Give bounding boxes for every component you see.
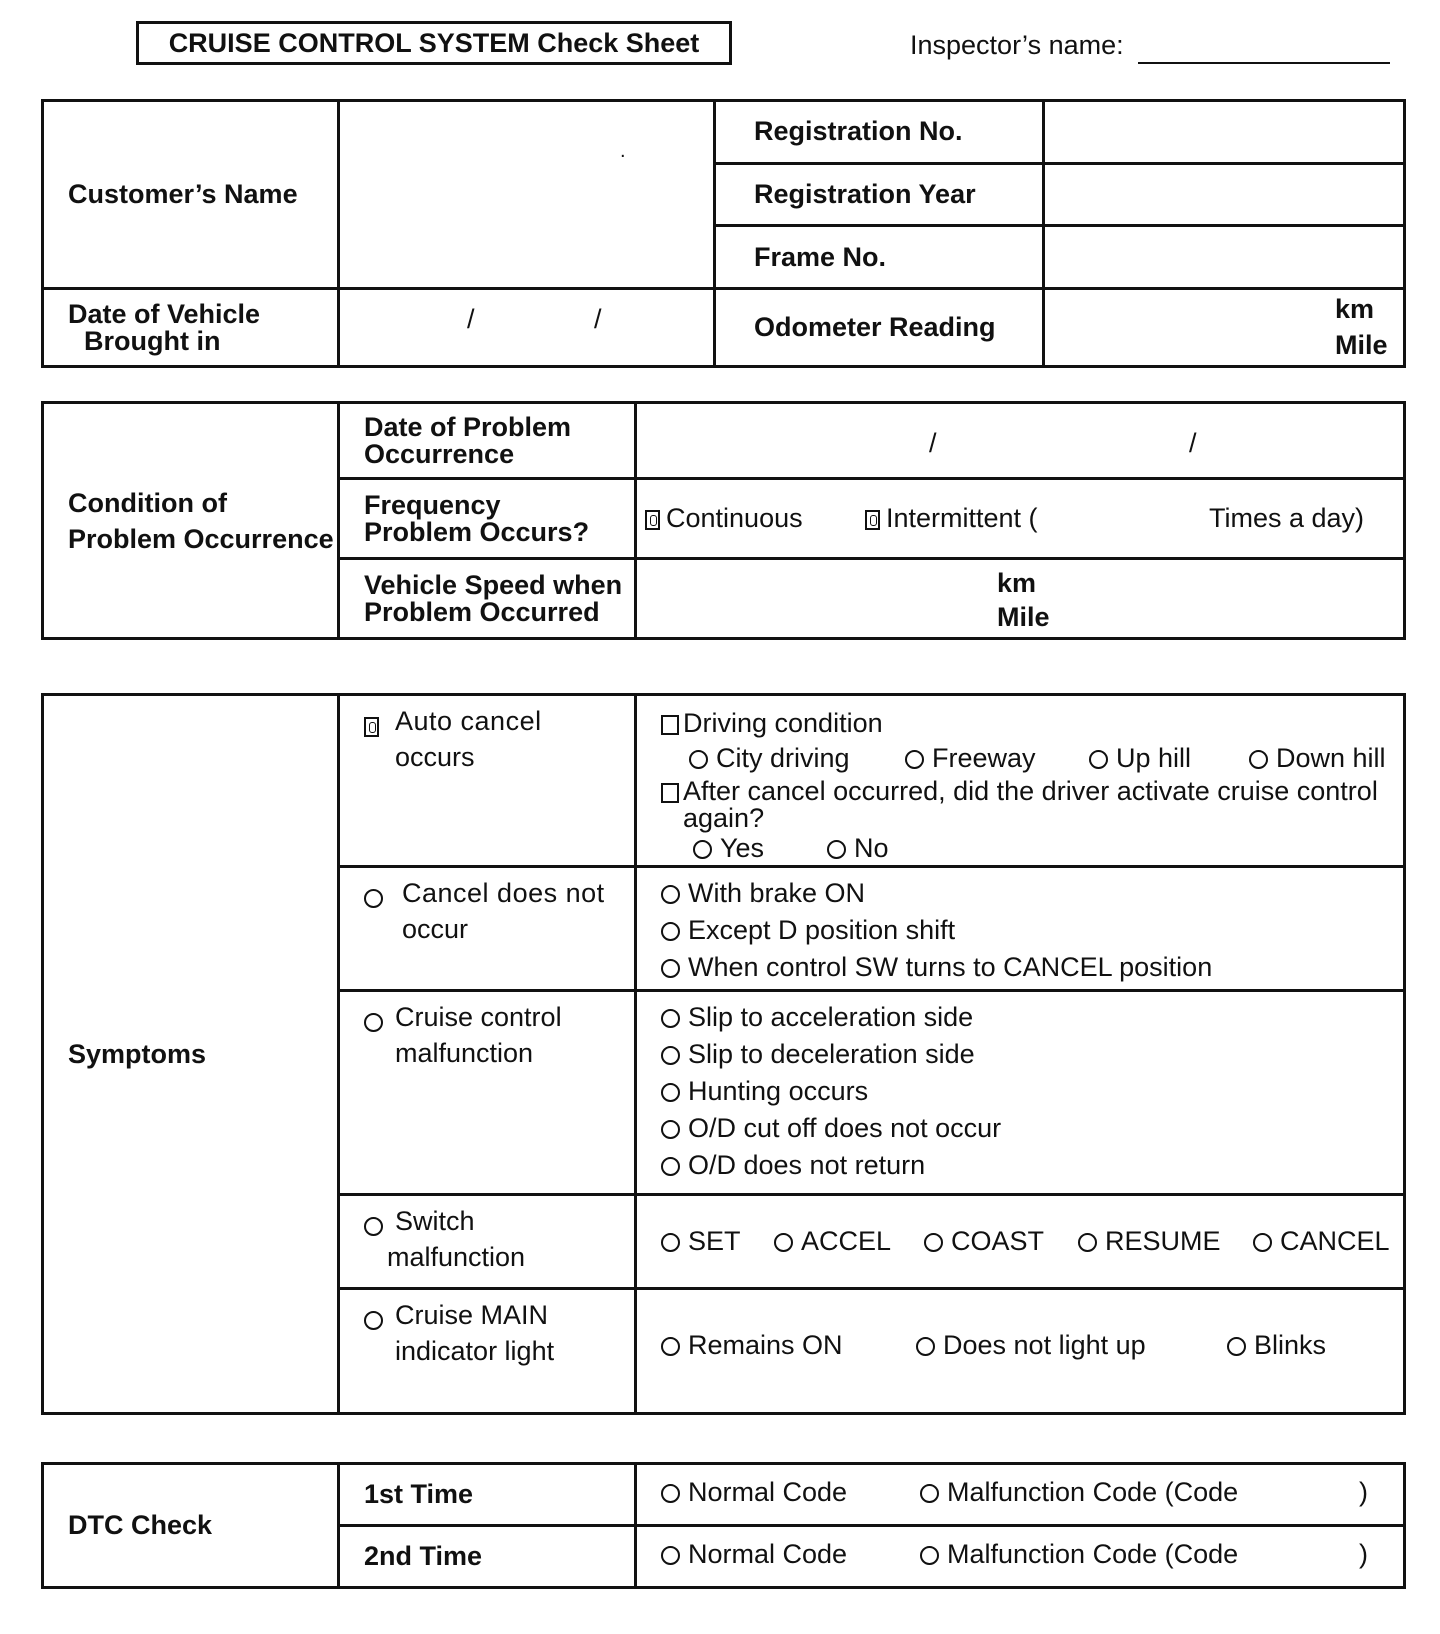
date-separator: / xyxy=(1189,428,1197,458)
radio-icon[interactable] xyxy=(693,840,712,859)
no-option[interactable] xyxy=(827,833,889,864)
switch-malf-option[interactable] xyxy=(364,1210,391,1241)
accel-text: ACCEL xyxy=(801,1226,892,1257)
condition-table xyxy=(41,401,1406,640)
after-cancel-text-line2: again? xyxy=(683,803,765,833)
radio-icon[interactable] xyxy=(774,1233,793,1252)
dtc-table xyxy=(41,1462,1406,1589)
od-cutoff-text: O/D cut off does not occur xyxy=(688,1113,1002,1144)
radio-icon[interactable] xyxy=(661,1009,680,1028)
uphill-option[interactable] xyxy=(1089,743,1191,774)
unit-km: km xyxy=(997,568,1037,598)
after-cancel-text: After cancel occurred, did the driver activate cruise control xyxy=(683,776,1378,806)
condition-label-line1: Condition of xyxy=(68,487,227,518)
checkbox-icon[interactable] xyxy=(661,783,679,803)
malfunction-code-option[interactable] xyxy=(920,1539,1238,1570)
radio-icon[interactable] xyxy=(827,840,846,859)
customer-name-field[interactable] xyxy=(339,101,715,289)
radio-icon[interactable] xyxy=(661,922,680,941)
close-paren: ) xyxy=(1359,1539,1368,1569)
checkbox-icon[interactable] xyxy=(865,510,880,530)
brake-on-option[interactable] xyxy=(661,878,865,909)
date-separator: / xyxy=(594,304,602,335)
inspector-label: Inspector’s name: xyxy=(910,30,1124,60)
continuous-text: Continuous xyxy=(666,503,803,533)
frequency-label-line2: Problem Occurs? xyxy=(364,516,590,547)
slip-accel-text: Slip to acceleration side xyxy=(688,1002,974,1033)
radio-icon[interactable] xyxy=(661,959,680,978)
registration-no-label: Registration No. xyxy=(715,101,1044,164)
times-a-day-text: Times a day) xyxy=(1209,503,1365,533)
coast-option[interactable] xyxy=(924,1226,1044,1257)
od-cutoff-option[interactable] xyxy=(661,1113,1001,1144)
no-light-text: Does not light up xyxy=(943,1330,1146,1361)
symptoms-table xyxy=(41,693,1406,1415)
slip-decel-option[interactable] xyxy=(661,1039,975,1070)
city-driving-text: City driving xyxy=(716,743,850,773)
normal-code-option[interactable] xyxy=(661,1539,847,1570)
condition-label xyxy=(43,403,339,639)
cancel-option[interactable] xyxy=(1253,1226,1390,1257)
od-return-option[interactable] xyxy=(661,1150,925,1181)
switch-malf-label-line2: malfunction xyxy=(387,1242,526,1273)
auto-cancel-details xyxy=(636,695,1405,867)
radio-icon[interactable] xyxy=(1078,1233,1097,1252)
vehicle-speed-field[interactable] xyxy=(636,559,1405,639)
resume-text: RESUME xyxy=(1105,1226,1221,1257)
dtc-second-label: 2nd Time xyxy=(339,1526,636,1588)
problem-date-field[interactable] xyxy=(636,403,1405,479)
blinks-option[interactable] xyxy=(1227,1330,1326,1361)
frame-no-label: Frame No. xyxy=(715,226,1044,289)
radio-icon[interactable] xyxy=(1249,750,1268,769)
radio-icon[interactable] xyxy=(364,1013,383,1032)
slip-decel-text: Slip to deceleration side xyxy=(688,1039,975,1070)
customer-name-label: Customer’s Name xyxy=(43,101,339,289)
frame-no-field[interactable] xyxy=(1044,226,1405,289)
main-light-label-line1: Cruise MAIN xyxy=(395,1300,549,1331)
cancel-not-label-line2: occur xyxy=(402,913,469,944)
stray-mark: . xyxy=(620,140,626,162)
cruise-malf-label-line1: Cruise control xyxy=(395,1002,562,1033)
frequency-label-line1: Frequency xyxy=(364,489,501,520)
cruise-malf-option[interactable] xyxy=(364,1006,391,1037)
blinks-text: Blinks xyxy=(1254,1330,1327,1361)
main-light-option[interactable] xyxy=(364,1304,391,1335)
dtc-label: DTC Check xyxy=(43,1464,339,1588)
no-text: No xyxy=(854,833,889,863)
control-sw-option[interactable] xyxy=(661,952,1212,983)
radio-icon[interactable] xyxy=(1227,1337,1246,1356)
city-driving-option[interactable] xyxy=(689,743,850,774)
radio-icon[interactable] xyxy=(661,1120,680,1139)
downhill-option[interactable] xyxy=(1249,743,1386,774)
coast-text: COAST xyxy=(951,1226,1045,1257)
after-cancel-option[interactable] xyxy=(661,776,1378,807)
dtc-second-details xyxy=(636,1526,1405,1588)
problem-date-label xyxy=(339,403,636,479)
slip-accel-option[interactable] xyxy=(661,1002,973,1033)
radio-icon[interactable] xyxy=(661,1046,680,1065)
intermittent-option[interactable] xyxy=(865,503,1038,534)
set-option[interactable] xyxy=(661,1226,741,1257)
driving-condition-option[interactable] xyxy=(661,708,883,739)
odometer-label: Odometer Reading xyxy=(715,289,1044,367)
vehicle-info-table xyxy=(41,99,1406,368)
switch-malf-label-line1: Switch xyxy=(395,1206,475,1237)
brake-on-text: With brake ON xyxy=(688,877,866,908)
condition-label-line2: Problem Occurrence xyxy=(68,523,334,554)
cancel-not-option[interactable] xyxy=(364,882,391,913)
date-separator: / xyxy=(929,428,937,458)
accel-option[interactable] xyxy=(774,1226,891,1257)
date-separator: / xyxy=(467,304,475,335)
registration-no-field[interactable] xyxy=(1044,101,1405,164)
freeway-option[interactable] xyxy=(905,743,1036,774)
except-d-option[interactable] xyxy=(661,915,955,946)
auto-cancel-cell xyxy=(339,695,636,867)
radio-icon[interactable] xyxy=(661,1157,680,1176)
radio-icon[interactable] xyxy=(920,1546,939,1565)
radio-icon[interactable] xyxy=(905,750,924,769)
radio-icon[interactable] xyxy=(661,1546,680,1565)
cruise-malf-label-line2: malfunction xyxy=(395,1038,534,1069)
radio-icon[interactable] xyxy=(661,1083,680,1102)
unit-mile: Mile xyxy=(997,602,1050,632)
cruise-malf-details xyxy=(636,991,1405,1195)
auto-cancel-label-line1: Auto cancel xyxy=(395,706,542,736)
malfunction-code-text: Malfunction Code (Code xyxy=(947,1477,1239,1507)
vehicle-speed-label-line1: Vehicle Speed when xyxy=(364,569,623,600)
switch-malf-details xyxy=(636,1195,1405,1289)
radio-icon[interactable] xyxy=(1089,750,1108,769)
remains-on-option[interactable] xyxy=(661,1330,843,1361)
remains-on-text: Remains ON xyxy=(688,1330,843,1361)
dtc-first-label: 1st Time xyxy=(339,1464,636,1526)
cancel-not-cell xyxy=(339,866,636,991)
symptoms-label: Symptoms xyxy=(43,695,339,1414)
normal-code-text: Normal Code xyxy=(688,1477,848,1507)
checkbox-icon[interactable] xyxy=(645,510,660,530)
hunting-option[interactable] xyxy=(661,1076,868,1107)
cancel-text: CANCEL xyxy=(1280,1226,1390,1257)
odometer-field[interactable] xyxy=(1044,289,1405,367)
date-brought-label-line1: Date of Vehicle xyxy=(68,298,261,329)
auto-cancel-option[interactable] xyxy=(364,710,385,741)
date-brought-field[interactable] xyxy=(339,289,715,367)
resume-option[interactable] xyxy=(1078,1226,1221,1257)
problem-date-label-line2: Occurrence xyxy=(364,438,515,469)
auto-cancel-label-line2: occurs xyxy=(395,742,475,772)
frequency-field xyxy=(636,479,1405,559)
main-light-cell xyxy=(339,1289,636,1414)
registration-year-field[interactable] xyxy=(1044,163,1405,226)
control-sw-text: When control SW turns to CANCEL position xyxy=(688,951,1213,982)
malfunction-code-text: Malfunction Code (Code xyxy=(947,1539,1239,1569)
frequency-label xyxy=(339,479,636,559)
date-brought-label xyxy=(43,289,339,367)
problem-date-label-line1: Date of Problem xyxy=(364,411,572,442)
intermittent-text: Intermittent ( xyxy=(886,503,1038,533)
sheet-title: CRUISE CONTROL SYSTEM Check Sheet xyxy=(136,21,732,65)
cancel-not-label-line1: Cancel does not xyxy=(402,877,605,908)
continuous-option[interactable] xyxy=(645,503,803,534)
main-light-label-line2: indicator light xyxy=(395,1336,555,1367)
checkbox-icon[interactable] xyxy=(364,717,379,737)
radio-icon[interactable] xyxy=(661,885,680,904)
radio-icon[interactable] xyxy=(924,1233,943,1252)
radio-icon[interactable] xyxy=(364,1217,383,1236)
yes-text: Yes xyxy=(720,833,765,863)
radio-icon[interactable] xyxy=(916,1337,935,1356)
main-light-details xyxy=(636,1289,1405,1414)
hunting-text: Hunting occurs xyxy=(688,1076,869,1107)
unit-mile: Mile xyxy=(1335,330,1388,361)
radio-icon[interactable] xyxy=(661,1337,680,1356)
vehicle-speed-label xyxy=(339,559,636,639)
freeway-text: Freeway xyxy=(932,743,1036,773)
radio-icon[interactable] xyxy=(1253,1233,1272,1252)
malfunction-code-option[interactable] xyxy=(920,1477,1238,1508)
except-d-text: Except D position shift xyxy=(688,914,956,945)
uphill-text: Up hill xyxy=(1116,743,1192,773)
cruise-malf-cell xyxy=(339,991,636,1195)
checkbox-icon[interactable] xyxy=(661,715,679,735)
radio-icon[interactable] xyxy=(364,1311,383,1330)
normal-code-text: Normal Code xyxy=(688,1539,848,1569)
unit-km: km xyxy=(1335,294,1375,325)
close-paren: ) xyxy=(1359,1477,1368,1507)
registration-year-label: Registration Year xyxy=(715,163,1044,226)
vehicle-speed-label-line2: Problem Occurred xyxy=(364,596,600,627)
set-text: SET xyxy=(688,1226,741,1257)
yes-option[interactable] xyxy=(693,833,764,864)
driving-condition-text: Driving condition xyxy=(683,708,883,738)
downhill-text: Down hill xyxy=(1276,743,1386,773)
radio-icon[interactable] xyxy=(661,1484,680,1503)
cancel-not-details xyxy=(636,866,1405,991)
radio-icon[interactable] xyxy=(661,1233,680,1252)
od-return-text: O/D does not return xyxy=(688,1150,926,1181)
date-brought-label-line2: Brought in xyxy=(84,325,221,356)
radio-icon[interactable] xyxy=(920,1484,939,1503)
switch-malf-cell xyxy=(339,1195,636,1289)
dtc-first-details xyxy=(636,1464,1405,1526)
inspector-name-field[interactable] xyxy=(1138,62,1390,64)
normal-code-option[interactable] xyxy=(661,1477,847,1508)
no-light-option[interactable] xyxy=(916,1330,1146,1361)
radio-icon[interactable] xyxy=(364,889,383,908)
radio-icon[interactable] xyxy=(689,750,708,769)
